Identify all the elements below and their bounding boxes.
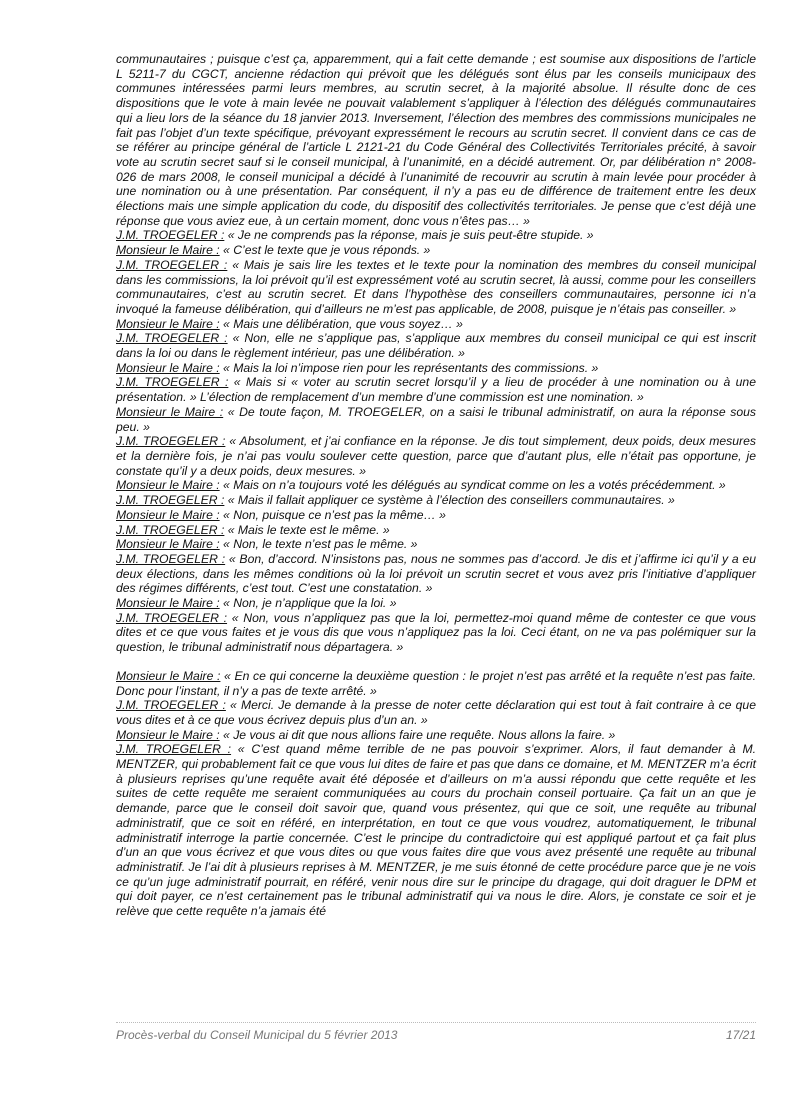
paragraph-text: « C’est quand même terrible de ne pas pouvoir s’exprimer. Alors, il faut demander à M. MENTZER, qui probablement fait ce que vous lui dites de faire et pas que dans ce domaine, et M. MENTZER m’a écrit à plusieurs reprises qu’une requête avait été déposée et d’ailleurs on m’a aussi répondu que cette requête et les suites de cette requête me seraient communiquées au cours du prochain conseil portuaire. Ça fait un an que je demande, parce que le conseil doit savoir que, quand vous présentez, qui que ce soit, une requête au tribunal administratif, que ce soit en référé, en interprétation, en tout ce que vous voudrez, automatiquement, le tribunal administratif interroge la partie concernée. C’est le principe du contradictoire qui est appliqué partout et ça fait plus d’un an que vous écrivez et que vous dites ou que vous faites dire que vous avez présenté une requête au tribunal administratif. Je l’ai dit à plusieurs reprises à M. MENTZER, je me suis étonné de cette procédure parce que je ne vois ce qu’un juge administratif pourrait, en référé, venir nous dire sur le principe du dragage, qui doit draguer le DPM et qui doit payer, ce n’est certainement pas le tribunal administratif qui va nous le dire. Alors, je constate ce soir et je relève que cette requête n’a jamais été <box>116 742 756 919</box>
paragraph <box>116 742 756 918</box>
paragraph-text: « Bon, d’accord. N’insistons pas, nous ne sommes pas d’accord. Je dis et j’affirme ici qu’il y a eu deux élections, dans les mêmes conditions où la loi prévoit un scrutin secret et vous avez pris l’initiative d’appliquer des régimes différents, c’est tout. C’est une constatation. » <box>116 551 756 596</box>
paragraph <box>116 669 756 698</box>
paragraph-text: communautaires ; puisque c’est ça, apparemment, qui a fait cette demande ; est soumise aux dispositions de l’article L 5211-7 du CGCT, ancienne rédaction qui prévoit que les délégués sont élus par les conseils municipaux des communes intéressées parmi leurs membres, au scrutin secret, à la majorité absolue. Il résulte donc de ces dispositions que le vote à main levée ne pouvait valablement s’appliquer à l’élection des délégués communautaires qui a lieu lors de la séance du 18 janvier 2013. Inversement, l’élection des membres des commissions municipales ne fait pas l’objet d’un texte spécifique, prévoyant expressément le recours au scrutin secret. Il convient dans ce cas de se référer au principe général de l’article L 2121-21 du Code Général des Collectivités Territoriales précité, à savoir vote au scrutin secret sauf si le conseil municipal, à l’unanimité, en a décidé autrement. Or, par délibération n° 2008-026 de mars 2008, le conseil municipal a décidé à l’unanimité de recouvrir au scrutin à main levée pour procéder à une nomination ou à une présentation. Par conséquent, il n’y a pas eu de différence de traitement entre les deux élections mais une simple application du code, du dispositif des collectivités territoriales. Je pense que c’est déjà une réponse que vous aviez eue, à un certain moment, donc vous n’êtes pas… » <box>116 52 756 228</box>
paragraph <box>116 243 756 258</box>
paragraph-text: « Je vous ai dit que nous allions faire une requête. Nous allons la faire. » <box>219 727 616 742</box>
speaker-name: Monsieur le Maire : <box>116 478 220 493</box>
paragraph-text: « Mais je sais lire les textes et le texte pour la nomination des membres du conseil municipal dans les commissions, la loi prévoit qu’il est expressément voté au scrutin secret, là aussi, comme pour les conseillers communautaires, c’est au scrutin secret. Et dans l’hypothèse des conseillers communautaires, personne ici n’a invoqué la fameuse délibération, qui d’ailleurs ne m’est pas applicable, de 2008, puisque je n’étais pas conseiller. » <box>116 257 756 316</box>
document-body <box>116 52 756 919</box>
paragraph <box>116 52 756 228</box>
paragraph-text: « Mais on n’a toujours voté les délégués au syndicat comme on les a votés précédemment. » <box>219 478 726 493</box>
paragraph-text: « De toute façon, M. TROEGELER, on a saisi le tribunal administratif, on aura la réponse sous peu. » <box>116 404 756 434</box>
paragraph-text: « Merci. Je demande à la presse de noter cette déclaration qui est tout à fait contraire à ce que vous dites et à ce que vous écrivez depuis plus d’un an. » <box>116 698 756 727</box>
paragraph-text: « Je ne comprends pas la réponse, mais je suis peut-être stupide. » <box>224 228 594 243</box>
paragraph-text: « Non, puisque ce n’est pas la même… » <box>219 507 446 522</box>
speaker-name: J.M. TROEGELER : <box>116 610 228 625</box>
speaker-name: J.M. TROEGELER : <box>116 257 228 272</box>
paragraph-text: « C’est le texte que je vous réponds. » <box>219 243 431 258</box>
paragraph <box>116 228 756 243</box>
speaker-name: J.M. TROEGELER : <box>116 522 225 537</box>
paragraph <box>116 478 756 493</box>
paragraph-text: « Mais il fallait appliquer ce système à l’élection des conseillers communautaires. » <box>224 493 675 508</box>
paragraph <box>116 523 756 538</box>
paragraph-text: « Non, je n’applique que la loi. » <box>219 596 397 611</box>
paragraph-text: « Mais la loi n’impose rien pour les représentants des commissions. » <box>219 360 599 375</box>
speaker-name: J.M. TROEGELER : <box>116 331 228 346</box>
paragraph <box>116 698 756 727</box>
paragraph-text: « Non, vous n’appliquez pas que la loi, permettez-moi quand même de contester ce que vous dites et ce que vous faites et je vous dis que vous n’appliquez pas la loi. Ceci étant, on ne va pas polémiquer sur la question, le tribunal administratif nous départagera. » <box>116 610 756 655</box>
paragraph <box>116 596 756 611</box>
footer-title: Procès-verbal du Conseil Municipal du 5 février 2013 <box>116 1028 398 1042</box>
paragraph <box>116 611 756 655</box>
page-footer <box>116 1028 756 1042</box>
page-number: 17/21 <box>725 1028 756 1042</box>
speaker-name: Monsieur le Maire : <box>116 596 220 611</box>
speaker-name: J.M. TROEGELER : <box>116 375 229 390</box>
speaker-name: J.M. TROEGELER : <box>116 228 225 243</box>
speaker-name: J.M. TROEGELER : <box>116 698 226 713</box>
paragraph <box>116 493 756 508</box>
paragraph-text: « Absolument, et j’ai confiance en la réponse. Je dis tout simplement, deux poids, deux mesures et la dernière fois, je n’ai pas voulu soulever cette question, parce que d’autant plus, elle n’était pas opportune, je constate qu’il y a deux poids, deux mesures. » <box>116 434 756 478</box>
speaker-name: Monsieur le Maire : <box>116 404 224 419</box>
paragraph-text: « En ce qui concerne la deuxième question : le projet n’est pas arrêté et la requête n’est pas faite. Donc pour l’instant, il n’y a pas de texte arrêté. » <box>116 668 756 698</box>
paragraph <box>116 508 756 523</box>
paragraph <box>116 258 756 317</box>
speaker-name: J.M. TROEGELER : <box>116 742 232 757</box>
speaker-name: Monsieur le Maire : <box>116 727 220 742</box>
paragraph <box>116 537 756 552</box>
paragraph-text: « Mais si « voter au scrutin secret lorsqu’il y a lieu de procéder à une nomination ou à une présentation. » L’élection de remplacement d’un membre d’une commission est une nomination. » <box>116 375 756 405</box>
speaker-name: J.M. TROEGELER : <box>116 434 226 449</box>
paragraph <box>116 361 756 376</box>
speaker-name: Monsieur le Maire : <box>116 507 220 522</box>
paragraph <box>116 331 756 360</box>
paragraph <box>116 552 756 596</box>
speaker-name: J.M. TROEGELER : <box>116 493 225 508</box>
footer-divider <box>116 1022 756 1023</box>
speaker-name: Monsieur le Maire : <box>116 360 220 375</box>
paragraph <box>116 434 756 478</box>
speaker-name: Monsieur le Maire : <box>116 668 221 683</box>
speaker-name: Monsieur le Maire : <box>116 243 220 258</box>
speaker-name: Monsieur le Maire : <box>116 316 220 331</box>
paragraph-text: « Mais le texte est le même. » <box>224 522 390 537</box>
paragraph <box>116 375 756 404</box>
paragraph <box>116 728 756 743</box>
speaker-name: J.M. TROEGELER : <box>116 551 226 566</box>
paragraph-text: « Non, elle ne s’applique pas, s’applique aux membres du conseil municipal ce qui est inscrit dans la loi ou dans le règlement intérieur, pas une délibération. » <box>116 331 756 361</box>
paragraph-text: « Non, le texte n’est pas le même. » <box>219 537 418 552</box>
paragraph <box>116 317 756 332</box>
paragraph-text: « Mais une délibération, que vous soyez… » <box>219 316 463 331</box>
paragraph <box>116 405 756 434</box>
speaker-name: Monsieur le Maire : <box>116 537 220 552</box>
